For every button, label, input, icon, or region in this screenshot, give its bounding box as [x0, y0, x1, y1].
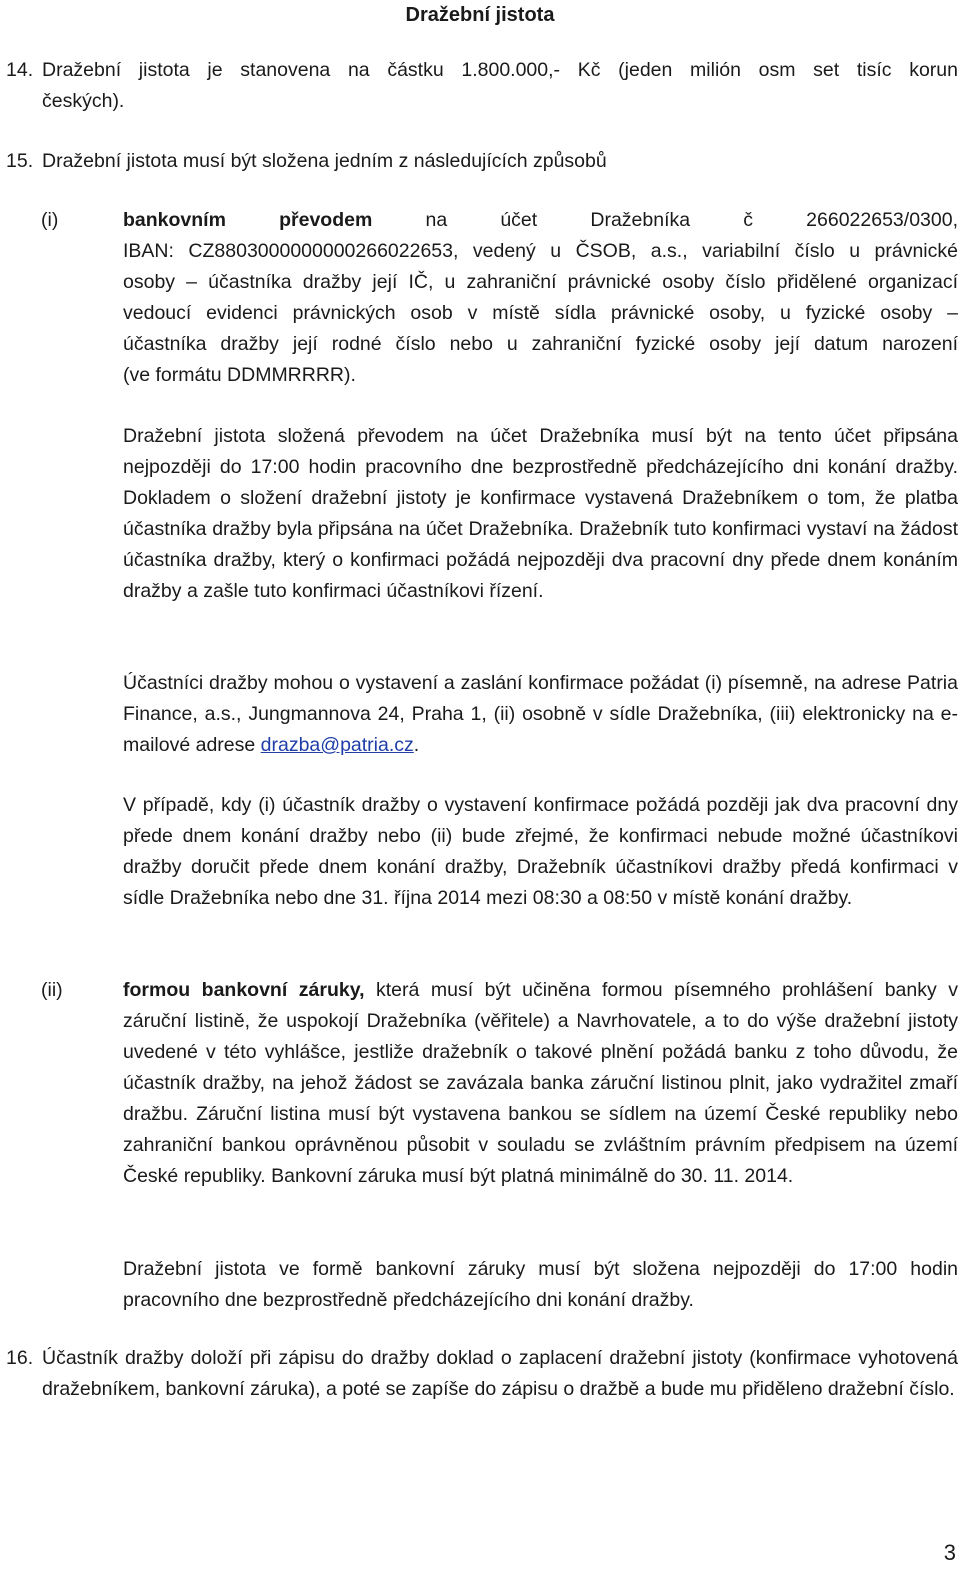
option-ii-paragraph-2: Dražební jistota ve formě bankovní záruky musí být složena nejpozději do 17:00 hodin pracovního dne bezprostředně předcházejícího dni konání dražby. [123, 1258, 958, 1311]
item-16-text: Účastník dražby doloží při zápisu do dražby doklad o zaplacení dražební jistoty (konfirmace vyhotovená dražebníkem, bankovní záruka), a poté se zapíše do zápisu o dražbě a bude mu přiděleno dražební číslo. [42, 1347, 958, 1400]
option-i-paragraph-4: V případě, kdy (i) účastník dražby o vystavení konfirmace požádá později jak dva pracovní dny přede dnem konání dražby nebo (ii) bude zřejmé, že konfirmaci nebude možné účastníkovi dražby doručit přede dnem konání dražby, Dražebník účastníkovi dražby předá konfirmaci v sídle Dražebníka nebo dne 31. října 2014 mezi 08:30 a 08:50 v místě konání dražby. [123, 794, 958, 909]
option-ii-paragraph-1 [123, 975, 958, 1192]
option-i-line-2: IBAN: CZ8803000000000266022653, vedený u ČSOB, a.s., variabilní číslo u právnické [123, 240, 958, 262]
page-number: 3 [943, 1540, 956, 1565]
option-ii-paragraph-1-text: která musí být učiněna formou písemného prohlášení banky v záruční listině, že uspokojí Dražebníka (věřitele) a Navrhovatele, a to do výše dražební jistoty uvedené v této vyhlášce, jestliže dražebník o takové plnění požádá banku z toho důvodu, že účastník dražby, na jehož žádost se zavázala banka záruční listinou plnit, jako vydražitel zmaří dražbu. Záruční listina musí být vystavena bankou se sídlem na území České republiky nebo zahraniční bankou oprávněnou působit v souladu se zvláštním právním předpisem na území České republiky. Bankovní záruka musí být platná minimálně do 30. 11. 2014. [123, 979, 958, 1187]
option-i-paragraph-3-end: . [413, 734, 420, 756]
item-14-text [42, 55, 958, 117]
option-i-bold-lead: bankovním převodem [123, 209, 373, 231]
option-i-paragraph-1 [123, 205, 958, 391]
option-i-line-1-rest: na účet Dražebníka č 266022653/0300, [372, 209, 958, 231]
option-ii-label: (ii) [41, 979, 63, 1001]
email-link[interactable]: drazba@patria.cz [260, 734, 414, 756]
item-14-line-1: Dražební jistota je stanovena na částku 1.800.000,- Kč (jeden milión osm set tisíc korun [42, 59, 958, 81]
item-16-number: 16. [6, 1347, 34, 1369]
option-ii-bold-lead: formou bankovní záruky, [123, 979, 365, 1001]
option-i-line-6: (ve formátu DDMMRRRR). [123, 364, 356, 386]
option-i-line-1 [123, 205, 958, 236]
option-i-line-3: osoby – účastníka dražby její IČ, u zahraniční právnické osoby číslo přidělené organizací [123, 271, 958, 293]
option-i-paragraph-3 [123, 668, 958, 761]
option-i-paragraph-3-text: Účastníci dražby mohou o vystavení a zaslání konfirmace požádat (i) písemně, na adrese Patria Finance, a.s., Jungmannova 24, Praha 1, (ii) osobně v sídle Dražebníka, (iii) elektronicky na e-mailové adrese [123, 672, 958, 756]
item-15-number: 15. [6, 150, 34, 172]
option-i-label: (i) [41, 209, 59, 231]
option-i-line-5: účastníka dražby její rodné číslo nebo u zahraniční fyzické osoby její datum narození [123, 333, 958, 355]
option-i-line-4: vedoucí evidenci právnických osob v místě sídla právnické osoby, u fyzické osoby – [123, 302, 958, 324]
item-14-number: 14. [6, 59, 34, 81]
item-14-line-2: českých). [42, 90, 125, 112]
option-i-paragraph-2: Dražební jistota složená převodem na účet Dražebníka musí být na tento účet připsána nejpozději do 17:00 hodin pracovního dne bezprostředně předcházejícího dni konání dražby. Dokladem o složení dražební jistoty je konfirmace vystavená Dražebníkem o tom, že platba účastníka dražby byla připsána na účet Dražebníka. Dražebník tuto konfirmaci vystaví na žádost účastníka dražby, který o konfirmaci požádá nejpozději dva pracovní dny přede dnem konáním dražby a zašle tuto konfirmaci účastníkovi řízení. [123, 425, 958, 602]
item-15-text: Dražební jistota musí být složena jedním z následujících způsobů [42, 150, 607, 172]
document-title: Dražební jistota [405, 4, 555, 26]
